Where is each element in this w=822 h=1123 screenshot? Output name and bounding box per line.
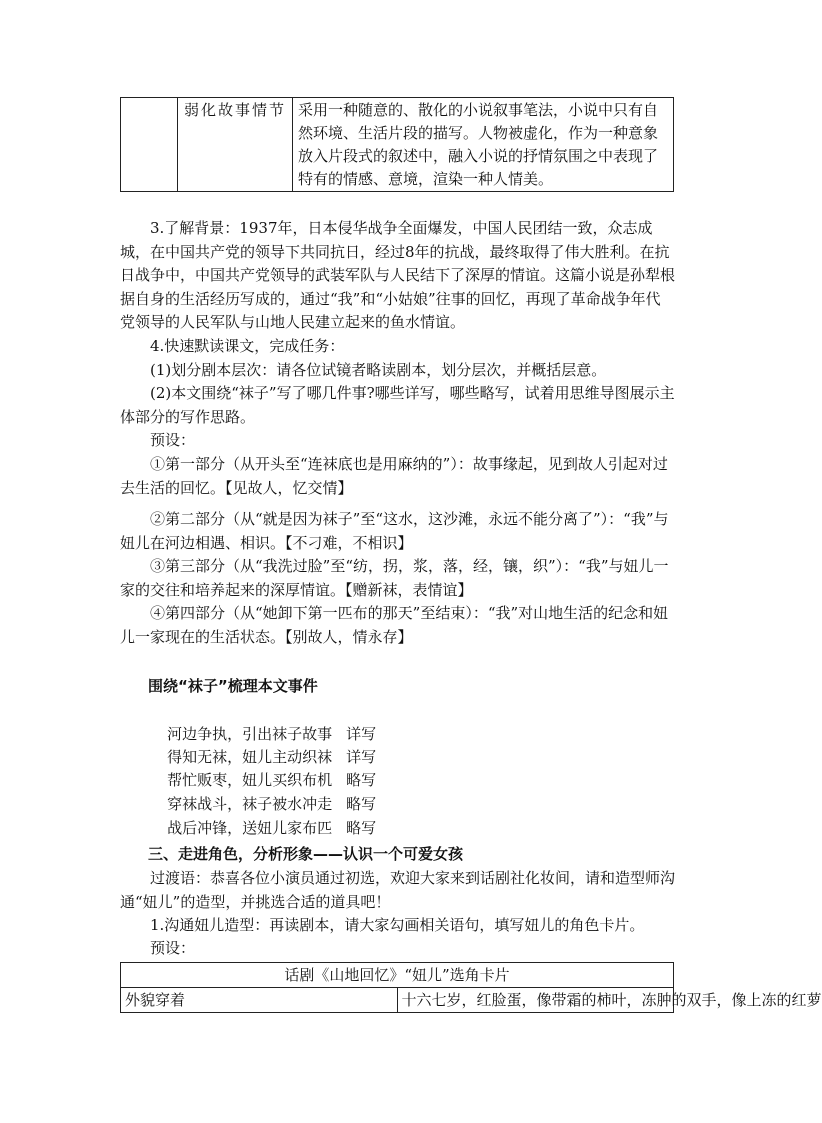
section3-step1: 1.沟通妞儿造型：再读剧本，请大家勾画相关语句，填写妞儿的角色卡片。 — [150, 916, 645, 934]
event-text: 得知无袜，妞儿主动织袜 — [167, 748, 333, 766]
section3-heading: 三、走进角色，分析形象——认识一个可爱女孩 — [148, 845, 464, 863]
event-type: 略写 — [346, 819, 377, 837]
table-cell-label: 弱化故事情节 — [178, 98, 293, 192]
table-row — [121, 988, 674, 1013]
event-type: 详写 — [346, 748, 377, 766]
task4-title: 4.快速默读课文，完成任务： — [150, 337, 345, 355]
role-card-header: 话剧《山地回忆》“妞儿”选角卡片 — [121, 963, 674, 988]
role-card-value: 十六七岁，红脸蛋，像带霜的柿叶，冻肿的双手，像上冻的红萝 — [397, 988, 674, 1013]
events-title: 围绕“袜子”梳理本文事件 — [148, 677, 318, 695]
background-paragraph: 3.了解背景：1937年，日本侵华战争全面爆发，中国人民团结一致，众志成城，在中国共产党的领导下共同抗日，经过8年的抗战，最终取得了伟大胜利。在抗日战争中，中国共产党领导的武装军队与人民结下了深厚的情谊。这篇小说是孙犁根据自身的生活经历写成的，通过“我”和“小姑娘”往事的回忆，再现了革命战争年代党领导的人民军队与山地人民建立起来的鱼水情谊。 — [120, 219, 676, 331]
role-card-key: 外貌穿着 — [121, 988, 398, 1013]
section3-preset: 预设： — [150, 939, 196, 957]
table-row — [121, 963, 674, 988]
event-type: 略写 — [346, 771, 377, 789]
table-cell-empty — [121, 98, 178, 192]
part-2: ②第二部分（从“就是因为袜子”至“这水，这沙滩，永远不能分离了”）：“我”与妞儿在河边相遇、相识。【不刁难，不相识】 — [120, 510, 669, 552]
task4-preset: 预设： — [150, 431, 196, 449]
event-type: 略写 — [346, 795, 377, 813]
part-1: ①第一部分（从开头至“连袜底也是用麻纳的”）：故事缘起，见到故人引起对过去生活的回忆。【见故人，忆交情】 — [120, 455, 668, 497]
table-row — [121, 98, 674, 192]
event-text: 穿袜战斗，袜子被水冲走 — [167, 795, 333, 813]
event-text: 帮忙贩枣，妞儿买织布机 — [167, 771, 333, 789]
part-4: ④第四部分（从“她卸下第一匹布的那天”至结束）：“我”对山地生活的纪念和妞儿一家现在的生活状态。【别故人，情永存】 — [120, 604, 669, 646]
part-3: ③第三部分（从“我洗过脸”至“纺，拐，浆，落，经，镶，织”）：“我”与妞儿一家的交往和培养起来的深厚情谊。【赠新袜，表情谊】 — [120, 557, 669, 599]
role-card-table — [120, 962, 822, 1013]
event-text: 战后冲锋，送妞儿家布匹 — [167, 819, 333, 837]
event-text: 河边争执，引出袜子故事 — [167, 725, 333, 743]
event-type: 详写 — [346, 725, 377, 743]
writing-style-table — [120, 97, 674, 192]
task4-item2: (2)本文围绕“袜子”写了哪几件事?哪些详写，哪些略写，试着用思维导图展示主体部分的写作思路。 — [120, 384, 675, 426]
task4-item1: (1)划分剧本层次：请各位试镜者略读剧本，划分层次，并概括层意。 — [150, 361, 607, 379]
table-cell-text: 采用一种随意的、散化的小说叙事笔法，小说中只有自然环境、生活片段的描写。人物被虚化，作为一种意象放入片段式的叙述中，融入小说的抒情氛围之中表现了特有的情感、意境，渲染一种人情美。 — [293, 98, 674, 192]
section3-transition: 过渡语：恭喜各位小演员通过初选，欢迎大家来到话剧社化妆间，请和造型师沟通“妞儿”的造型，并挑选合适的道具吧！ — [120, 869, 676, 911]
